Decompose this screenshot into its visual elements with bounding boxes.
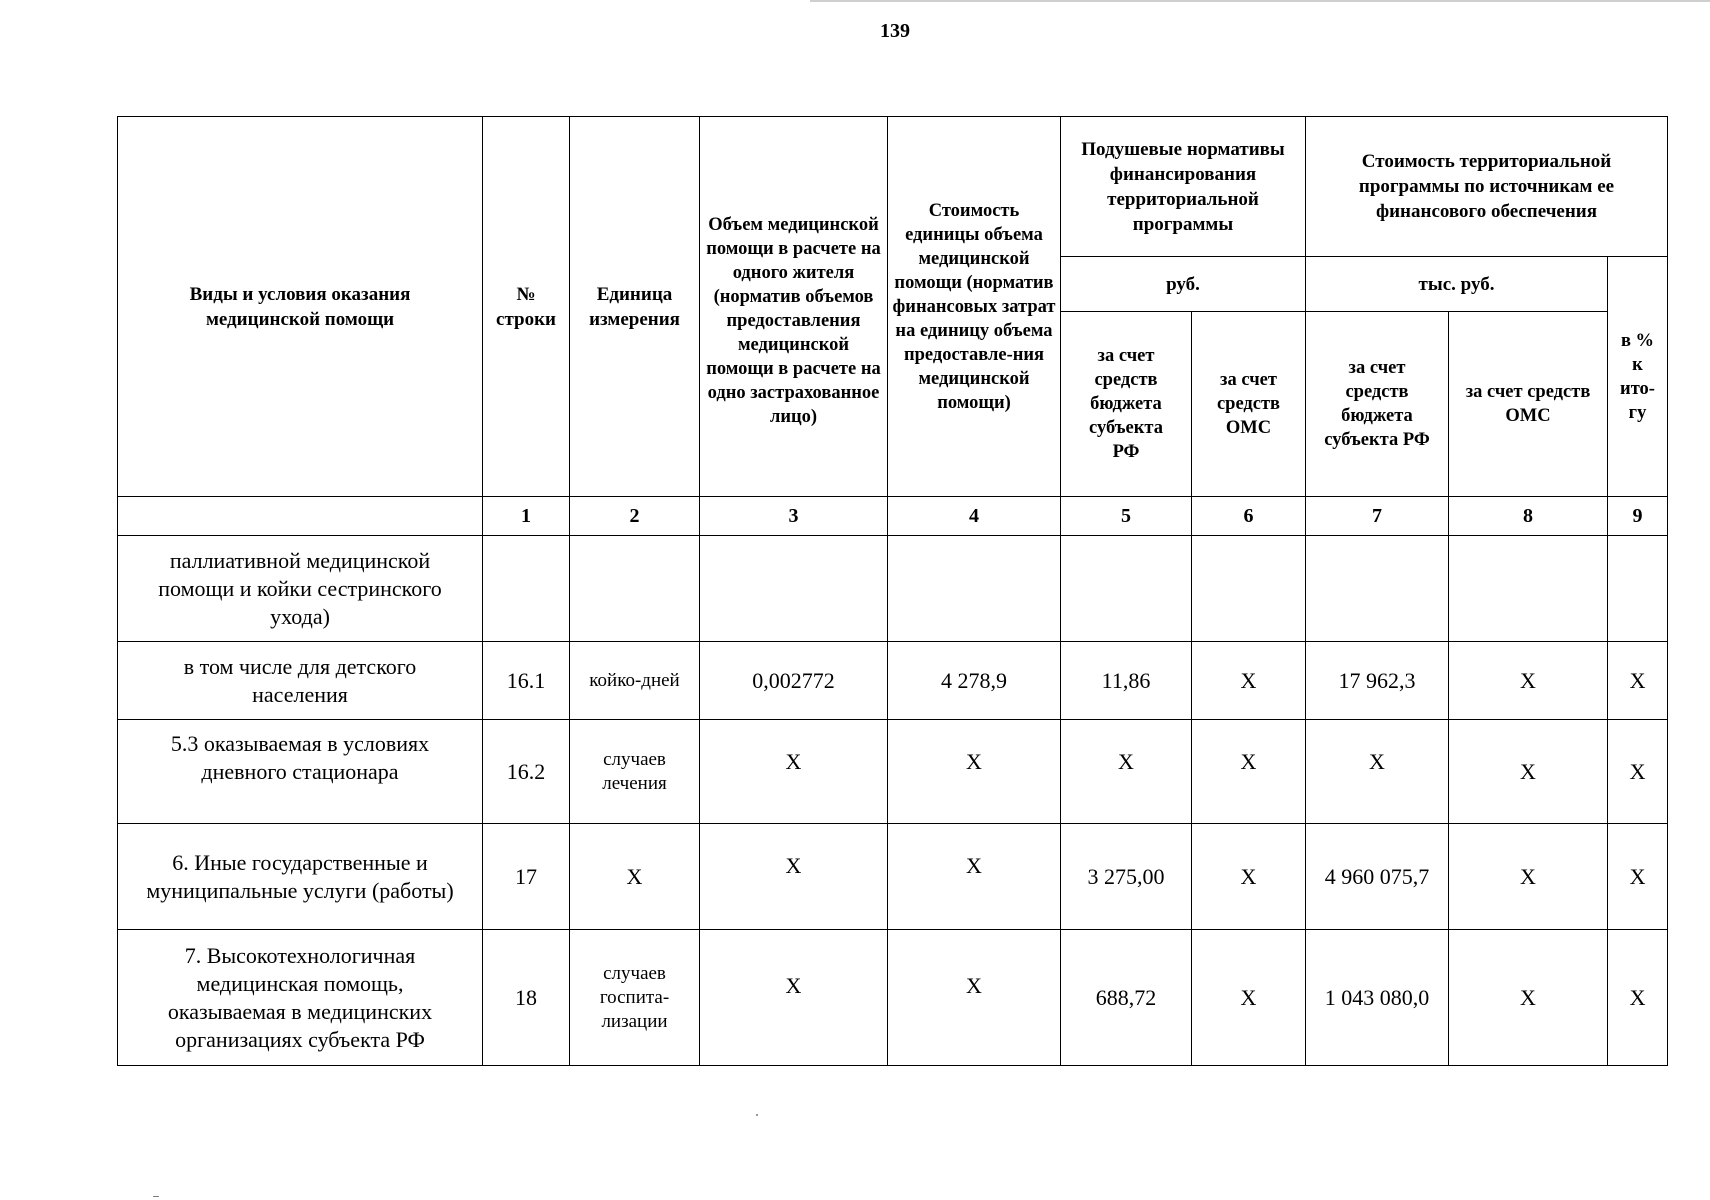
row-cost (888, 536, 1061, 642)
row-oms-thousand: X (1449, 720, 1608, 824)
header-budget-thousand: за счет средств бюджета субъекта РФ (1306, 312, 1449, 497)
row-budget-thousand: 1 043 080,0 (1306, 930, 1449, 1066)
scan-speck (153, 1196, 159, 1197)
header-volume: Объем медицинской помощи в расчете на одного жителя (норматив объемов предоставления медицинской помощи в расчете на одно застрахованное лицо) (700, 117, 888, 497)
row-percent: X (1608, 824, 1668, 930)
row-oms-thousand (1449, 536, 1608, 642)
column-number: 2 (570, 497, 700, 536)
column-number: 5 (1061, 497, 1192, 536)
row-number: 16.1 (483, 642, 570, 720)
column-number: 7 (1306, 497, 1449, 536)
row-number (483, 536, 570, 642)
row-unit: случаев госпита-лизации (570, 930, 700, 1066)
row-volume: 0,002772 (700, 642, 888, 720)
row-budget-rub: 11,86 (1061, 642, 1192, 720)
table-row (118, 930, 1668, 1066)
row-name: в том числе для детского населения (118, 642, 483, 720)
row-budget-thousand: 17 962,3 (1306, 642, 1449, 720)
row-unit: случаев лечения (570, 720, 700, 824)
row-oms-thousand: X (1449, 824, 1608, 930)
row-oms-thousand: X (1449, 930, 1608, 1066)
row-name: 6. Иные государственные и муниципальные услуги (работы) (118, 824, 483, 930)
header-unit-rub: руб. (1061, 257, 1306, 312)
row-name: паллиативной медицинской помощи и койки сестринского ухода) (118, 536, 483, 642)
table-row (118, 720, 1668, 824)
column-number: 3 (700, 497, 888, 536)
header-oms-thousand: за счет средств ОМС (1449, 312, 1608, 497)
row-budget-thousand: 4 960 075,7 (1306, 824, 1449, 930)
table-row (118, 642, 1668, 720)
row-volume: X (700, 720, 888, 824)
row-budget-rub: X (1061, 720, 1192, 824)
row-budget-rub (1061, 536, 1192, 642)
row-volume: X (700, 930, 888, 1066)
row-budget-thousand (1306, 536, 1449, 642)
row-unit (570, 536, 700, 642)
row-cost: X (888, 824, 1061, 930)
column-number: 4 (888, 497, 1061, 536)
row-percent (1608, 536, 1668, 642)
row-number: 16.2 (483, 720, 570, 824)
row-oms-thousand: X (1449, 642, 1608, 720)
header-budget-rub: за счет средств бюджета субъекта РФ (1061, 312, 1192, 497)
row-budget-rub: 3 275,00 (1061, 824, 1192, 930)
header-per-capita-group: Подушевые нормативы финансирования территориальной программы (1061, 117, 1306, 257)
header-cost-total-group: Стоимость территориальной программы по источникам ее финансового обеспечения (1306, 117, 1668, 257)
financing-table (117, 116, 1668, 1066)
header-name: Виды и условия оказания медицинской помощи (118, 117, 483, 497)
column-number: 1 (483, 497, 570, 536)
row-oms-rub: X (1192, 720, 1306, 824)
table-row (118, 536, 1668, 642)
header-percent: в % к ито-гу (1608, 257, 1668, 497)
row-percent: X (1608, 720, 1668, 824)
page-number: 139 (880, 20, 910, 42)
row-oms-rub: X (1192, 642, 1306, 720)
row-cost: 4 278,9 (888, 642, 1061, 720)
row-percent: X (1608, 930, 1668, 1066)
column-number: 9 (1608, 497, 1668, 536)
row-unit: X (570, 824, 700, 930)
column-number: 8 (1449, 497, 1608, 536)
row-number: 18 (483, 930, 570, 1066)
row-oms-rub: X (1192, 930, 1306, 1066)
row-percent: X (1608, 642, 1668, 720)
header-cost: Стоимость единицы объема медицинской помощи (норматив финансовых затрат на единицу объема предоставле-ния медицинской помощи) (888, 117, 1061, 497)
header-row-number: № строки (483, 117, 570, 497)
row-budget-thousand: X (1306, 720, 1449, 824)
column-number: 6 (1192, 497, 1306, 536)
row-volume: X (700, 824, 888, 930)
header-oms-rub: за счет средств ОМС (1192, 312, 1306, 497)
row-name: 5.3 оказываемая в условиях дневного стационара (118, 720, 483, 824)
header-unit-thousand-rub: тыс. руб. (1306, 257, 1608, 312)
row-name: 7. Высокотехнологичная медицинская помощь, оказываемая в медицинских организациях субъекта РФ (118, 930, 483, 1066)
scan-speck (756, 1114, 758, 1116)
header-unit: Единица измерения (570, 117, 700, 497)
scan-top-line (810, 0, 1710, 2)
table-row (118, 824, 1668, 930)
row-budget-rub: 688,72 (1061, 930, 1192, 1066)
row-oms-rub (1192, 536, 1306, 642)
row-cost: X (888, 720, 1061, 824)
row-cost: X (888, 930, 1061, 1066)
row-volume (700, 536, 888, 642)
row-number: 17 (483, 824, 570, 930)
row-oms-rub: X (1192, 824, 1306, 930)
column-number-blank (118, 497, 483, 536)
row-unit: койко-дней (570, 642, 700, 720)
